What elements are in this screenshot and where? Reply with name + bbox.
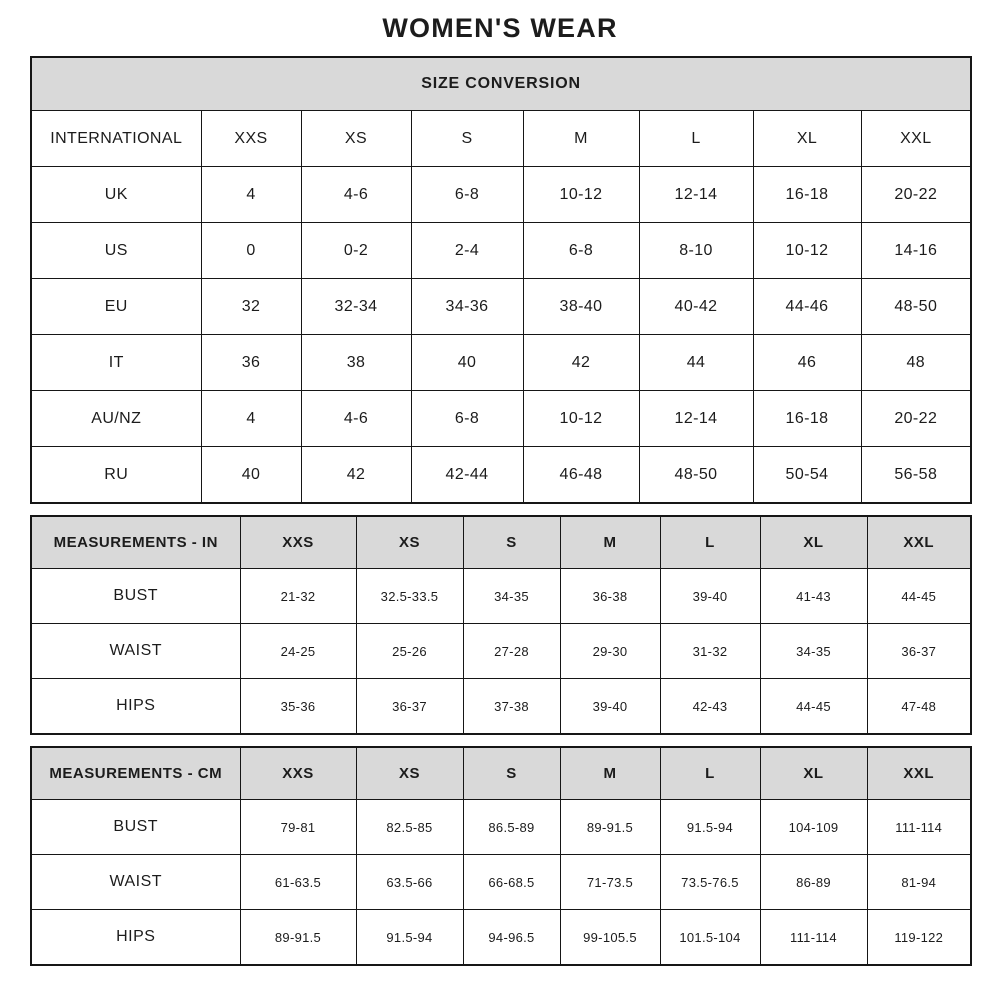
row-label: BUST bbox=[31, 800, 240, 855]
column-header-xxl: XXL bbox=[867, 516, 971, 569]
table-row bbox=[31, 279, 971, 335]
column-header-xs: XS bbox=[356, 747, 463, 800]
column-header-s: S bbox=[411, 111, 523, 167]
table-cell: 31-32 bbox=[660, 624, 760, 679]
table-cell: 24-25 bbox=[240, 624, 356, 679]
table-cell: 35-36 bbox=[240, 679, 356, 735]
table-cell: 12-14 bbox=[639, 391, 753, 447]
row-label: UK bbox=[31, 167, 201, 223]
table-cell: 42-43 bbox=[660, 679, 760, 735]
table-cell: 71-73.5 bbox=[560, 855, 660, 910]
table-cell: 79-81 bbox=[240, 800, 356, 855]
table-cell: 34-35 bbox=[760, 624, 867, 679]
table-cell: 6-8 bbox=[523, 223, 639, 279]
column-header-l: L bbox=[660, 516, 760, 569]
table-row bbox=[31, 800, 971, 855]
table-cell: 39-40 bbox=[560, 679, 660, 735]
column-header-l: L bbox=[660, 747, 760, 800]
table-cell: 91.5-94 bbox=[356, 910, 463, 966]
table-cell: 82.5-85 bbox=[356, 800, 463, 855]
table-row bbox=[31, 910, 971, 966]
column-header-s: S bbox=[463, 747, 560, 800]
row-label: IT bbox=[31, 335, 201, 391]
row-label: EU bbox=[31, 279, 201, 335]
column-header-xxs: XXS bbox=[201, 111, 301, 167]
column-header-row bbox=[31, 111, 971, 167]
table-cell: 119-122 bbox=[867, 910, 971, 966]
table-cell: 36 bbox=[201, 335, 301, 391]
table-cell: 29-30 bbox=[560, 624, 660, 679]
table-title: MEASUREMENTS - IN bbox=[31, 516, 240, 569]
table-cell: 44 bbox=[639, 335, 753, 391]
table-cell: 91.5-94 bbox=[660, 800, 760, 855]
table-cell: 27-28 bbox=[463, 624, 560, 679]
column-header-l: L bbox=[639, 111, 753, 167]
table-cell: 40 bbox=[201, 447, 301, 504]
table-cell: 41-43 bbox=[760, 569, 867, 624]
column-header-m: M bbox=[560, 747, 660, 800]
measurements-cm-table bbox=[30, 746, 972, 966]
table-cell: 99-105.5 bbox=[560, 910, 660, 966]
table-cell: 48-50 bbox=[639, 447, 753, 504]
table-cell: 6-8 bbox=[411, 167, 523, 223]
table-cell: 46-48 bbox=[523, 447, 639, 504]
row-label: AU/NZ bbox=[31, 391, 201, 447]
column-header-xs: XS bbox=[356, 516, 463, 569]
table-row bbox=[31, 569, 971, 624]
column-header-xl: XL bbox=[760, 516, 867, 569]
table-cell: 111-114 bbox=[867, 800, 971, 855]
table-cell: 40 bbox=[411, 335, 523, 391]
table-cell: 44-45 bbox=[867, 569, 971, 624]
table-cell: 44-45 bbox=[760, 679, 867, 735]
table-cell: 10-12 bbox=[753, 223, 861, 279]
row-label: RU bbox=[31, 447, 201, 504]
table-cell: 63.5-66 bbox=[356, 855, 463, 910]
column-header-xxl: XXL bbox=[861, 111, 971, 167]
table-cell: 50-54 bbox=[753, 447, 861, 504]
table-row bbox=[31, 624, 971, 679]
table-cell: 0 bbox=[201, 223, 301, 279]
measurements-in-table bbox=[30, 515, 972, 735]
table-cell: 104-109 bbox=[760, 800, 867, 855]
table-cell: 37-38 bbox=[463, 679, 560, 735]
row-label: WAIST bbox=[31, 855, 240, 910]
table-cell: 4 bbox=[201, 391, 301, 447]
column-header-row bbox=[31, 516, 971, 569]
table-cell: 73.5-76.5 bbox=[660, 855, 760, 910]
table-cell: 38-40 bbox=[523, 279, 639, 335]
table-row bbox=[31, 855, 971, 910]
table-cell: 10-12 bbox=[523, 391, 639, 447]
column-header-xs: XS bbox=[301, 111, 411, 167]
table-cell: 16-18 bbox=[753, 167, 861, 223]
table-cell: 111-114 bbox=[760, 910, 867, 966]
table-row bbox=[31, 679, 971, 735]
table-cell: 39-40 bbox=[660, 569, 760, 624]
table-cell: 101.5-104 bbox=[660, 910, 760, 966]
table-row bbox=[31, 391, 971, 447]
table-cell: 34-35 bbox=[463, 569, 560, 624]
table-cell: 89-91.5 bbox=[240, 910, 356, 966]
table-cell: 42 bbox=[301, 447, 411, 504]
table-cell: 34-36 bbox=[411, 279, 523, 335]
table-cell: 4 bbox=[201, 167, 301, 223]
row-label: HIPS bbox=[31, 910, 240, 966]
column-header-s: S bbox=[463, 516, 560, 569]
table-cell: 32 bbox=[201, 279, 301, 335]
table-cell: 86.5-89 bbox=[463, 800, 560, 855]
column-header-xxl: XXL bbox=[867, 747, 971, 800]
table-cell: 20-22 bbox=[861, 167, 971, 223]
table-cell: 48 bbox=[861, 335, 971, 391]
table-title: MEASUREMENTS - CM bbox=[31, 747, 240, 800]
row-label: US bbox=[31, 223, 201, 279]
table-cell: 47-48 bbox=[867, 679, 971, 735]
table-cell: 4-6 bbox=[301, 167, 411, 223]
column-header-international: INTERNATIONAL bbox=[31, 111, 201, 167]
size-conversion-table bbox=[30, 56, 972, 504]
table-cell: 8-10 bbox=[639, 223, 753, 279]
table-row bbox=[31, 335, 971, 391]
column-header-xl: XL bbox=[753, 111, 861, 167]
table-cell: 2-4 bbox=[411, 223, 523, 279]
table-cell: 46 bbox=[753, 335, 861, 391]
column-header-m: M bbox=[560, 516, 660, 569]
table-cell: 32-34 bbox=[301, 279, 411, 335]
table-cell: 6-8 bbox=[411, 391, 523, 447]
table-cell: 21-32 bbox=[240, 569, 356, 624]
table-cell: 36-37 bbox=[867, 624, 971, 679]
table-cell: 36-38 bbox=[560, 569, 660, 624]
table-title: SIZE CONVERSION bbox=[31, 57, 971, 111]
column-header-xxs: XXS bbox=[240, 747, 356, 800]
column-header-xxs: XXS bbox=[240, 516, 356, 569]
page-title: WOMEN'S WEAR bbox=[382, 13, 618, 43]
table-cell: 48-50 bbox=[861, 279, 971, 335]
table-cell: 16-18 bbox=[753, 391, 861, 447]
table-cell: 56-58 bbox=[861, 447, 971, 504]
column-header-xl: XL bbox=[760, 747, 867, 800]
table-row bbox=[31, 167, 971, 223]
table-cell: 81-94 bbox=[867, 855, 971, 910]
table-cell: 10-12 bbox=[523, 167, 639, 223]
table-cell: 44-46 bbox=[753, 279, 861, 335]
table-cell: 25-26 bbox=[356, 624, 463, 679]
row-label: HIPS bbox=[31, 679, 240, 735]
table-cell: 38 bbox=[301, 335, 411, 391]
column-header-m: M bbox=[523, 111, 639, 167]
table-cell: 42-44 bbox=[411, 447, 523, 504]
table-cell: 40-42 bbox=[639, 279, 753, 335]
column-header-row bbox=[31, 747, 971, 800]
table-cell: 66-68.5 bbox=[463, 855, 560, 910]
table-title-row bbox=[31, 57, 971, 111]
table-row bbox=[31, 447, 971, 504]
table-cell: 86-89 bbox=[760, 855, 867, 910]
table-cell: 89-91.5 bbox=[560, 800, 660, 855]
table-row bbox=[31, 223, 971, 279]
table-cell: 14-16 bbox=[861, 223, 971, 279]
row-label: BUST bbox=[31, 569, 240, 624]
table-cell: 0-2 bbox=[301, 223, 411, 279]
table-cell: 42 bbox=[523, 335, 639, 391]
table-cell: 61-63.5 bbox=[240, 855, 356, 910]
table-cell: 12-14 bbox=[639, 167, 753, 223]
table-cell: 36-37 bbox=[356, 679, 463, 735]
table-cell: 32.5-33.5 bbox=[356, 569, 463, 624]
table-cell: 4-6 bbox=[301, 391, 411, 447]
table-cell: 94-96.5 bbox=[463, 910, 560, 966]
table-cell: 20-22 bbox=[861, 391, 971, 447]
row-label: WAIST bbox=[31, 624, 240, 679]
